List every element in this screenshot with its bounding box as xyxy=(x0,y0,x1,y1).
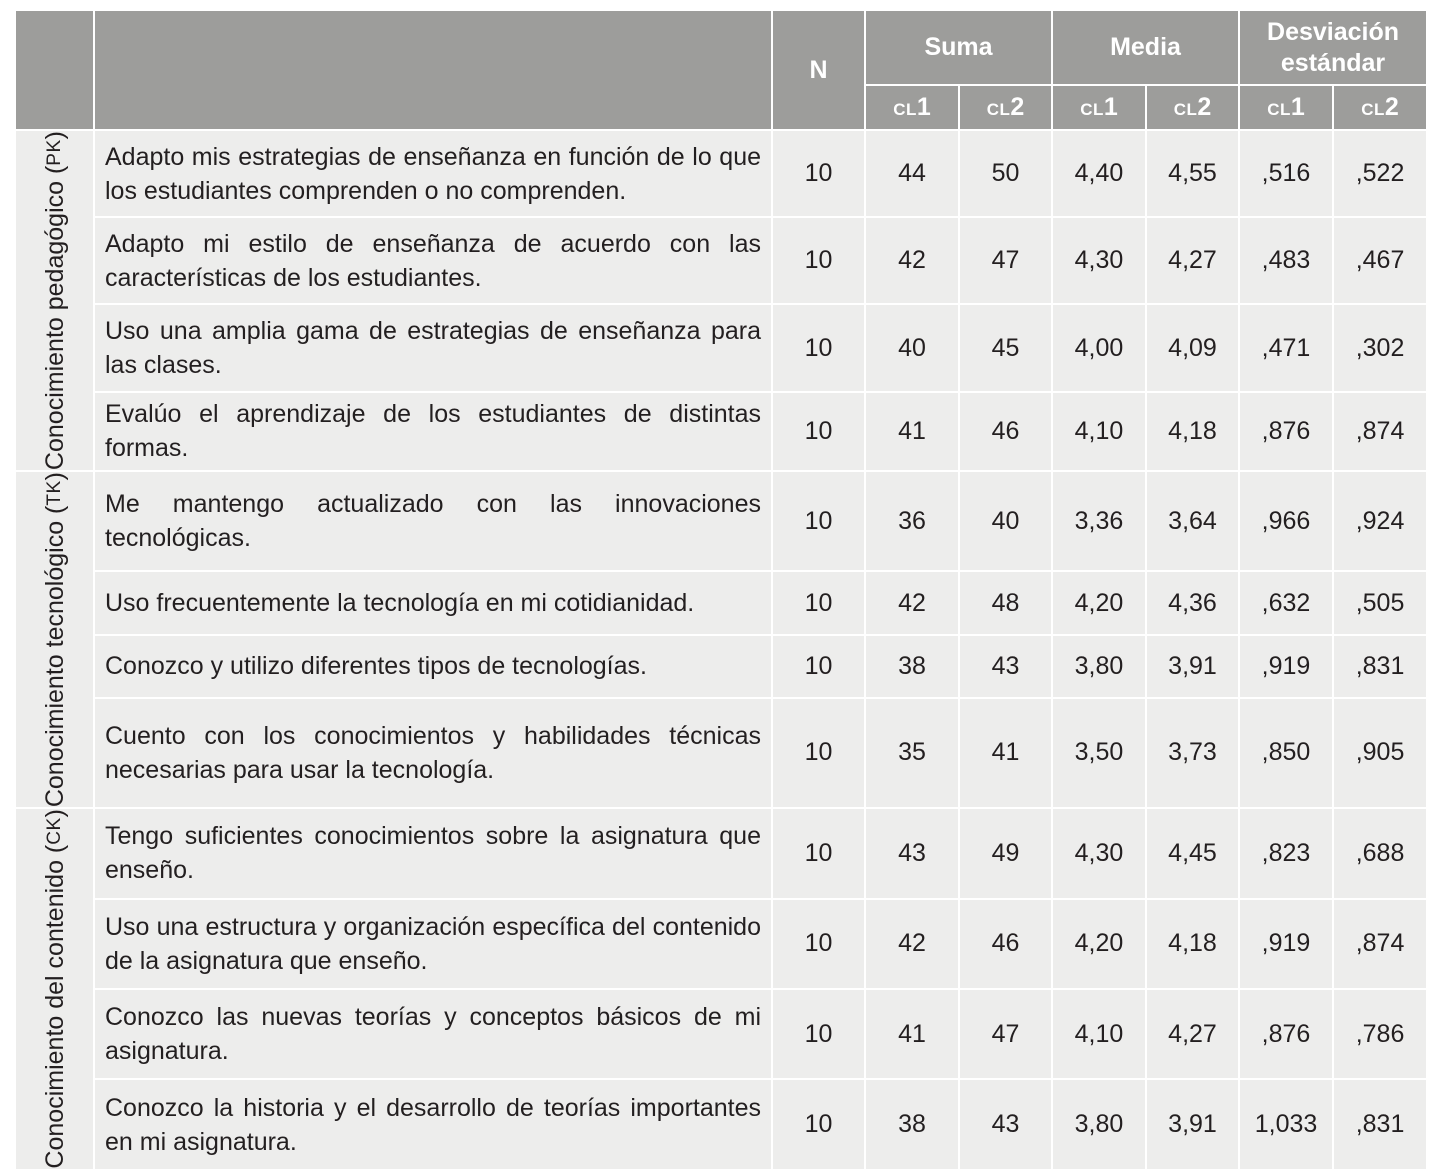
header-media-cl1 xyxy=(1052,85,1146,130)
header-desv-cl1 xyxy=(1239,85,1333,130)
cell-suma-cl1: 38 xyxy=(865,1079,959,1169)
cell-suma-cl1: 42 xyxy=(865,217,959,304)
table-row xyxy=(15,635,1427,698)
table-row xyxy=(15,471,1427,571)
cell-desv-cl1: ,823 xyxy=(1239,808,1333,898)
cell-suma-cl2: 46 xyxy=(959,899,1052,989)
cell-n: 10 xyxy=(772,1079,865,1169)
cell-desv-cl2: ,302 xyxy=(1333,304,1427,391)
table-row xyxy=(15,392,1427,471)
category-main: Conocimiento del contenido xyxy=(40,860,69,1169)
table-row xyxy=(15,217,1427,304)
item-text: Conozco y utilizo diferentes tipos de tecnologías. xyxy=(94,635,772,698)
cell-suma-cl2: 47 xyxy=(959,989,1052,1079)
category-cell xyxy=(15,130,94,471)
cl-prefix: CL xyxy=(1080,100,1104,119)
cell-desv-cl1: ,876 xyxy=(1239,392,1333,471)
cell-media-cl1: 4,30 xyxy=(1052,808,1146,898)
cell-suma-cl2: 40 xyxy=(959,471,1052,571)
cell-media-cl2: 4,09 xyxy=(1146,304,1239,391)
cell-n: 10 xyxy=(772,217,865,304)
cell-n: 10 xyxy=(772,989,865,1079)
table-header xyxy=(15,10,1427,130)
cell-desv-cl2: ,924 xyxy=(1333,471,1427,571)
category-label: Conocimiento del contenido (CK) xyxy=(40,809,69,1169)
table-row xyxy=(15,899,1427,989)
cell-media-cl2: 3,91 xyxy=(1146,1079,1239,1169)
item-text: Adapto mis estrategias de enseñanza en función de lo que los estudiantes comprenden o no comprenden. xyxy=(94,130,772,217)
cell-desv-cl2: ,688 xyxy=(1333,808,1427,898)
cell-desv-cl2: ,831 xyxy=(1333,1079,1427,1169)
cell-suma-cl2: 49 xyxy=(959,808,1052,898)
cl-prefix: CL xyxy=(986,100,1011,119)
header-item-cell xyxy=(94,10,772,130)
cell-desv-cl2: ,905 xyxy=(1333,698,1427,809)
cell-media-cl1: 4,10 xyxy=(1052,989,1146,1079)
cell-suma-cl1: 36 xyxy=(865,471,959,571)
cell-n: 10 xyxy=(772,635,865,698)
table-row xyxy=(15,989,1427,1079)
cl-number: 1 xyxy=(916,93,931,121)
cell-media-cl1: 4,20 xyxy=(1052,899,1146,989)
cell-desv-cl1: ,919 xyxy=(1239,635,1333,698)
item-text: Tengo suficientes conocimientos sobre la asignatura que enseño. xyxy=(94,808,772,898)
cell-suma-cl1: 42 xyxy=(865,571,959,634)
cell-suma-cl1: 44 xyxy=(865,130,959,217)
category-abbr: CK xyxy=(43,817,65,845)
cell-desv-cl1: ,919 xyxy=(1239,899,1333,989)
results-table xyxy=(14,9,1428,1171)
cell-suma-cl2: 43 xyxy=(959,635,1052,698)
cell-suma-cl2: 46 xyxy=(959,392,1052,471)
cell-media-cl2: 4,18 xyxy=(1146,899,1239,989)
header-media: Media xyxy=(1052,10,1239,85)
item-text: Uso una amplia gama de estrategias de enseñanza para las clases. xyxy=(94,304,772,391)
item-text: Cuento con los conocimientos y habilidades técnicas necesarias para usar la tecnología. xyxy=(94,698,772,809)
cell-media-cl1: 3,80 xyxy=(1052,1079,1146,1169)
table-row xyxy=(15,808,1427,898)
cell-media-cl2: 4,27 xyxy=(1146,217,1239,304)
cl-number: 1 xyxy=(1290,93,1305,121)
cell-desv-cl2: ,505 xyxy=(1333,571,1427,634)
cell-media-cl1: 4,20 xyxy=(1052,571,1146,634)
cell-media-cl2: 4,45 xyxy=(1146,808,1239,898)
item-text: Conozco las nuevas teorías y conceptos básicos de mi asignatura. xyxy=(94,989,772,1079)
cell-n: 10 xyxy=(772,899,865,989)
cell-media-cl1: 4,30 xyxy=(1052,217,1146,304)
cell-desv-cl1: ,483 xyxy=(1239,217,1333,304)
cell-suma-cl1: 35 xyxy=(865,698,959,809)
table-row xyxy=(15,130,1427,217)
cell-desv-cl1: ,471 xyxy=(1239,304,1333,391)
category-abbr: PK xyxy=(43,139,65,166)
table-row xyxy=(15,698,1427,809)
table-body xyxy=(15,130,1427,1170)
table-row xyxy=(15,1079,1427,1169)
cell-n: 10 xyxy=(772,698,865,809)
table-row xyxy=(15,304,1427,391)
cell-suma-cl2: 43 xyxy=(959,1079,1052,1169)
cell-media-cl2: 3,73 xyxy=(1146,698,1239,809)
category-label: Conocimiento tecnológico (TK) xyxy=(40,472,69,808)
cell-desv-cl2: ,522 xyxy=(1333,130,1427,217)
cell-media-cl2: 4,27 xyxy=(1146,989,1239,1079)
cell-media-cl2: 4,18 xyxy=(1146,392,1239,471)
cell-media-cl2: 4,55 xyxy=(1146,130,1239,217)
cell-desv-cl2: ,874 xyxy=(1333,392,1427,471)
cell-suma-cl2: 47 xyxy=(959,217,1052,304)
cell-desv-cl2: ,831 xyxy=(1333,635,1427,698)
header-suma-cl2 xyxy=(959,85,1052,130)
cell-n: 10 xyxy=(772,471,865,571)
cl-number: 2 xyxy=(1384,93,1399,121)
cl-number: 2 xyxy=(1197,93,1212,121)
cl-number: 2 xyxy=(1010,93,1025,121)
cell-media-cl1: 4,40 xyxy=(1052,130,1146,217)
cl-prefix: CL xyxy=(893,100,917,119)
cell-suma-cl2: 50 xyxy=(959,130,1052,217)
cell-n: 10 xyxy=(772,130,865,217)
item-text: Evalúo el aprendizaje de los estudiantes de distintas formas. xyxy=(94,392,772,471)
header-category-cell xyxy=(15,10,94,130)
item-text: Uso frecuentemente la tecnología en mi cotidianidad. xyxy=(94,571,772,634)
item-text: Me mantengo actualizado con las innovaciones tecnológicas. xyxy=(94,471,772,571)
category-main: Conocimiento tecnológico xyxy=(40,520,69,808)
item-text: Adapto mi estilo de enseñanza de acuerdo con las características de los estudiantes. xyxy=(94,217,772,304)
cell-n: 10 xyxy=(772,392,865,471)
cl-prefix: CL xyxy=(1361,100,1385,119)
cell-desv-cl1: ,850 xyxy=(1239,698,1333,809)
cl-prefix: CL xyxy=(1267,100,1291,119)
cell-media-cl1: 3,80 xyxy=(1052,635,1146,698)
cell-desv-cl1: ,516 xyxy=(1239,130,1333,217)
cell-media-cl1: 3,36 xyxy=(1052,471,1146,571)
header-suma: Suma xyxy=(865,10,1052,85)
cl-prefix: CL xyxy=(1173,100,1198,119)
cl-number: 1 xyxy=(1103,93,1118,121)
cell-desv-cl1: ,966 xyxy=(1239,471,1333,571)
header-n: N xyxy=(772,10,865,130)
cell-desv-cl2: ,467 xyxy=(1333,217,1427,304)
category-main: Conocimiento pedagógico xyxy=(40,180,69,471)
cell-desv-cl1: ,876 xyxy=(1239,989,1333,1079)
cell-n: 10 xyxy=(772,304,865,391)
cell-desv-cl2: ,874 xyxy=(1333,899,1427,989)
cell-suma-cl1: 41 xyxy=(865,989,959,1079)
cell-suma-cl2: 48 xyxy=(959,571,1052,634)
cell-media-cl2: 3,64 xyxy=(1146,471,1239,571)
cell-suma-cl2: 45 xyxy=(959,304,1052,391)
cell-desv-cl1: ,632 xyxy=(1239,571,1333,634)
cell-suma-cl1: 40 xyxy=(865,304,959,391)
cell-desv-cl2: ,786 xyxy=(1333,989,1427,1079)
cell-n: 10 xyxy=(772,571,865,634)
header-desv-cl2 xyxy=(1333,85,1427,130)
cell-desv-cl1: 1,033 xyxy=(1239,1079,1333,1169)
cell-media-cl2: 3,91 xyxy=(1146,635,1239,698)
cell-suma-cl1: 38 xyxy=(865,635,959,698)
cell-suma-cl2: 41 xyxy=(959,698,1052,809)
category-cell xyxy=(15,471,94,808)
cell-suma-cl1: 43 xyxy=(865,808,959,898)
category-abbr: TK xyxy=(43,480,65,506)
cell-media-cl2: 4,36 xyxy=(1146,571,1239,634)
header-desviacion: Desviación estándar xyxy=(1239,10,1427,85)
table-row xyxy=(15,571,1427,634)
cell-suma-cl1: 41 xyxy=(865,392,959,471)
header-suma-cl1 xyxy=(865,85,959,130)
item-text: Conozco la historia y el desarrollo de teorías importantes en mi asignatura. xyxy=(94,1079,772,1169)
category-cell xyxy=(15,808,94,1170)
item-text: Uso una estructura y organización específica del contenido de la asignatura que enseño. xyxy=(94,899,772,989)
cell-n: 10 xyxy=(772,808,865,898)
cell-media-cl1: 4,00 xyxy=(1052,304,1146,391)
category-label: Conocimiento pedagógico (PK) xyxy=(40,131,69,471)
cell-media-cl1: 3,50 xyxy=(1052,698,1146,809)
cell-media-cl1: 4,10 xyxy=(1052,392,1146,471)
cell-suma-cl1: 42 xyxy=(865,899,959,989)
header-media-cl2 xyxy=(1146,85,1239,130)
